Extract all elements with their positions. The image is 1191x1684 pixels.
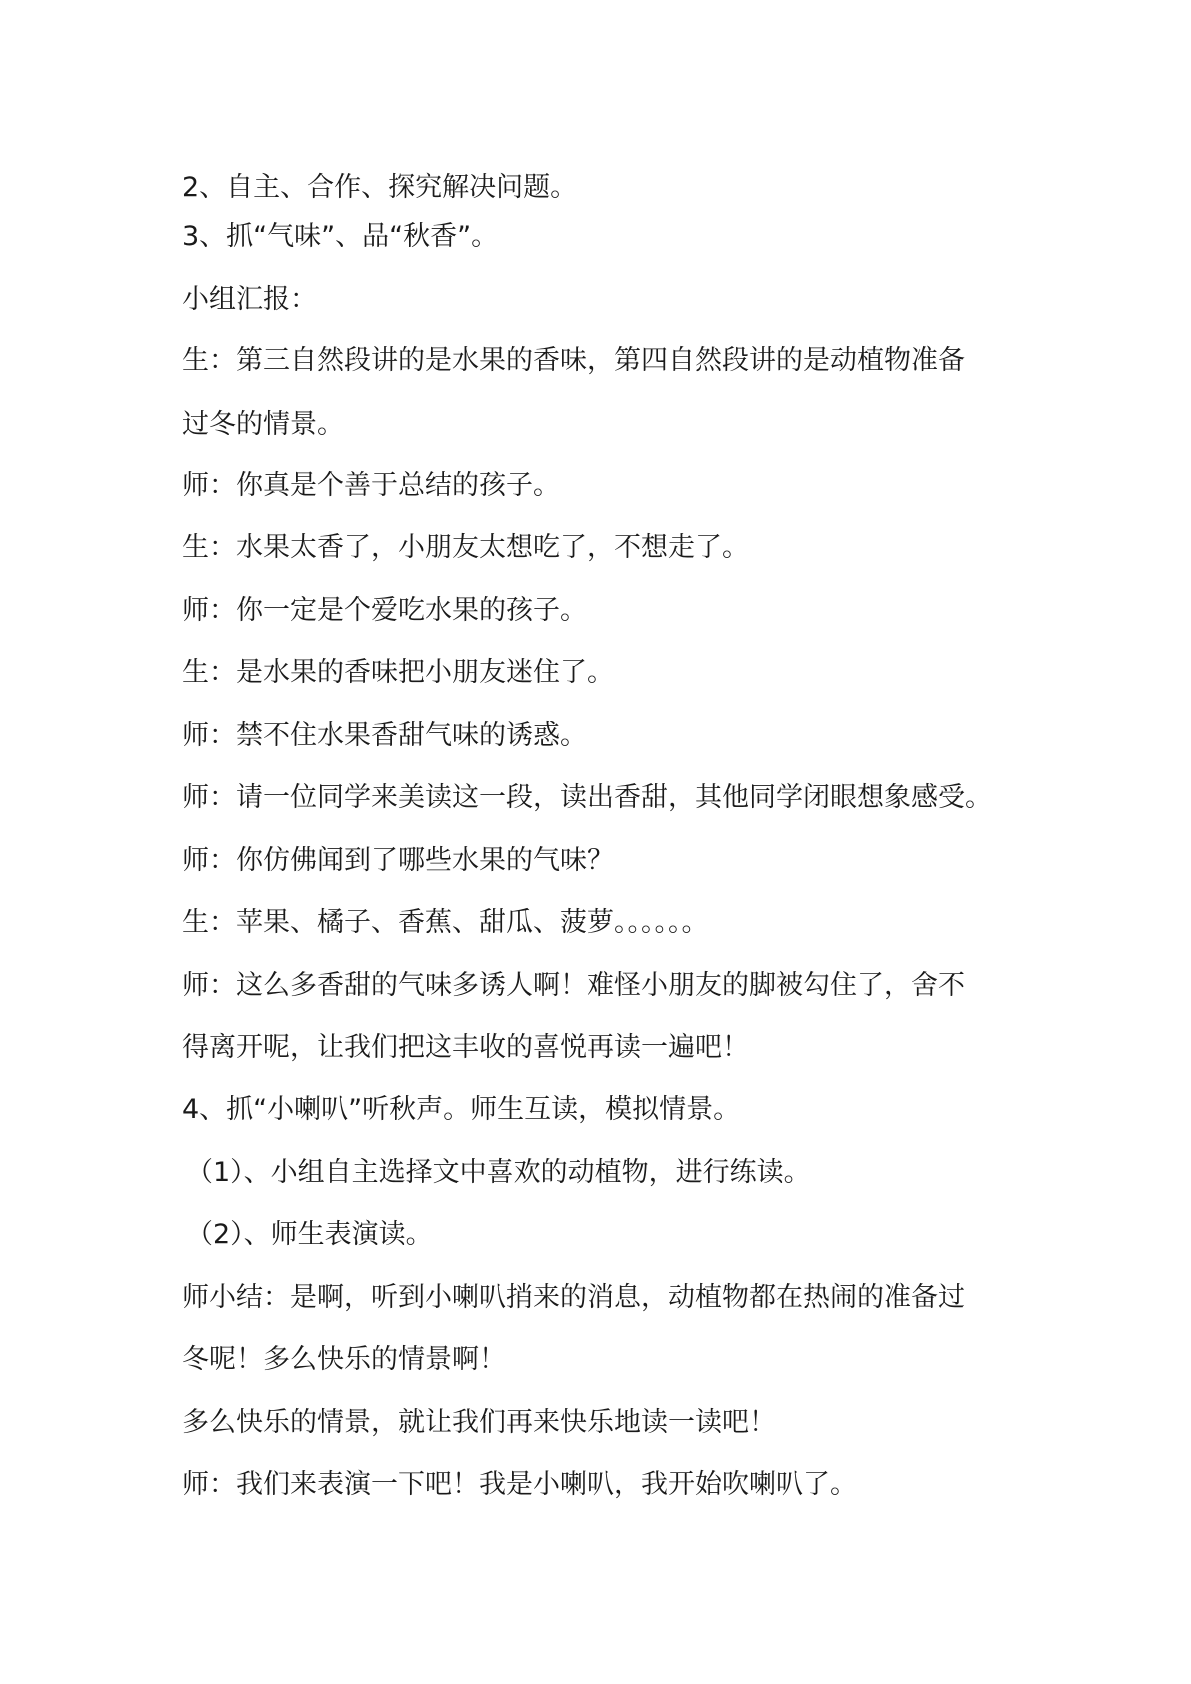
text-line: 师：我们来表演一下吧！我是小喇叭，我开始吹喇叭了。 [182,1469,857,1500]
text-line: 冬呢！多么快乐的情景啊！ [182,1344,506,1375]
text-line: 2、自主、合作、探究解决问题。 [182,172,578,203]
text-line: 生：是水果的香味把小朋友迷住了。 [182,657,614,688]
text-line: 生：水果太香了，小朋友太想吃了，不想走了。 [182,532,749,563]
text-line: 得离开呢，让我们把这丰收的喜悦再读一遍吧！ [182,1032,749,1063]
text-line: （2）、师生表演读。 [186,1219,433,1250]
text-line: （1）、小组自主选择文中喜欢的动植物，进行练读。 [186,1157,811,1188]
text-line: 4、抓“小喇叭”听秋声。师生互读，模拟情景。 [182,1094,741,1125]
text-line: 师：你仿佛闻到了哪些水果的气味？ [182,845,614,876]
text-line: 师：请一位同学来美读这一段，读出香甜，其他同学闭眼想象感受。 [182,782,992,813]
text-line: 师：这么多香甜的气味多诱人啊！难怪小朋友的脚被勾住了，舍不 [182,970,965,1001]
text-line: 师：你一定是个爱吃水果的孩子。 [182,595,587,626]
text-line: 小组汇报： [182,284,317,315]
text-line: 师：禁不住水果香甜气味的诱惑。 [182,720,587,751]
text-line: 多么快乐的情景，就让我们再来快乐地读一读吧！ [182,1407,776,1438]
text-line: 3、抓“气味”、品“秋香”。 [182,221,499,252]
text-line: 师：你真是个善于总结的孩子。 [182,470,560,501]
text-line: 生：苹果、橘子、香蕉、甜瓜、菠萝。。。。。。 [182,907,709,938]
text-line: 生：第三自然段讲的是水果的香味，第四自然段讲的是动植物准备 [182,345,965,376]
text-line: 师小结：是啊，听到小喇叭捎来的消息，动植物都在热闹的准备过 [182,1282,965,1313]
text-line: 过冬的情景。 [182,409,344,440]
